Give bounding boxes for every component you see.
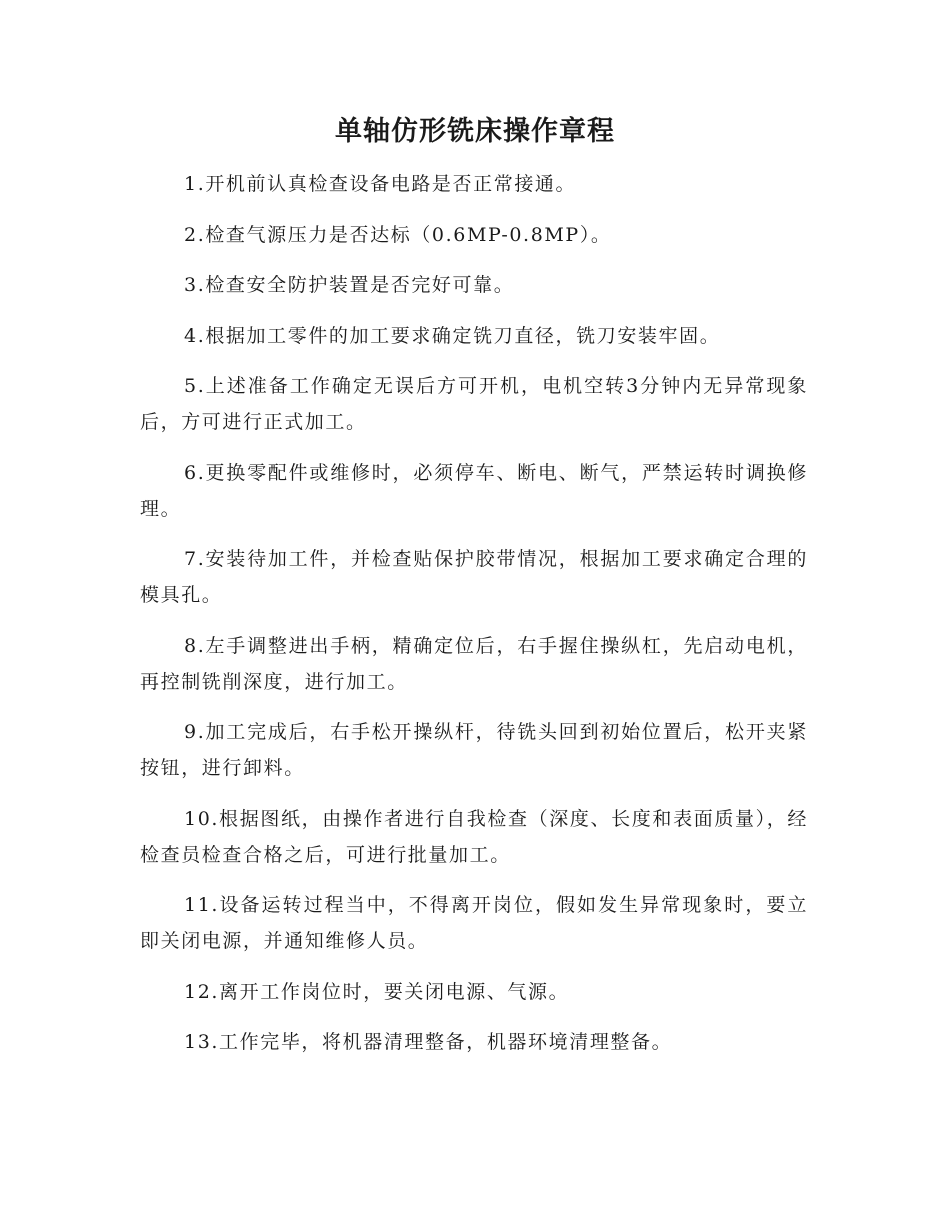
procedure-item-6: 6.更换零配件或维修时，必须停车、断电、断气，严禁运转时调换修理。 — [140, 461, 808, 520]
procedure-item-2: 2.检查气源压力是否达标（0.6MP-0.8MP）。 — [184, 223, 612, 246]
procedure-item-9: 9.加工完成后，右手松开操纵杆，待铣头回到初始位置后，松开夹紧按钮，进行卸料。 — [140, 721, 808, 779]
procedure-item-12: 12.离开工作岗位时，要关闭电源、气源。 — [184, 980, 570, 1003]
procedure-item-11: 11.设备运转过程当中，不得离开岗位，假如发生异常现象时，要立即关闭电源，并通知维修人员。 — [140, 894, 808, 952]
procedure-item-5: 5.上述准备工作确定无误后方可开机，电机空转3分钟内无异常现象后，方可进行正式加工。 — [140, 375, 808, 433]
procedure-item-4: 4.根据加工零件的加工要求确定铣刀直径，铣刀安装牢固。 — [184, 324, 721, 347]
procedure-item-13: 13.工作完毕，将机器清理整备，机器环境清理整备。 — [184, 1031, 673, 1053]
document-title: 单轴仿形铣床操作章程 — [335, 116, 615, 147]
procedure-item-10: 10.根据图纸，由操作者进行自我检查（深度、长度和表面质量），经检查员检查合格之后，可进行批量加工。 — [140, 807, 808, 866]
procedure-item-8: 8.左手调整进出手柄，精确定位后，右手握住操纵杠，先启动电机，再控制铣削深度，进行加工。 — [140, 634, 808, 693]
procedure-item-3: 3.检查安全防护装置是否完好可靠。 — [184, 274, 515, 296]
procedure-item-7: 7.安装待加工件，并检查贴保护胶带情况，根据加工要求确定合理的模具孔。 — [140, 548, 808, 606]
procedure-list — [140, 166, 808, 1075]
procedure-item-1: 1.开机前认真检查设备电路是否正常接通。 — [184, 173, 577, 195]
